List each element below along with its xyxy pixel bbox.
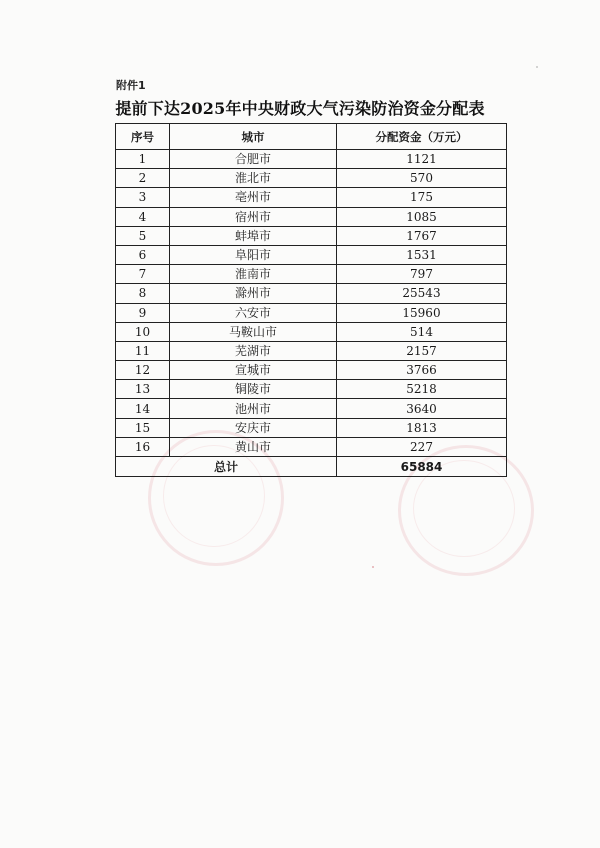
city-cell: 黄山市 [170,437,337,456]
total-amount: 65884 [337,457,507,477]
serial-no-cell: 7 [116,265,170,284]
city-cell: 宣城市 [170,361,337,380]
amount-cell: 25543 [337,284,507,303]
serial-no-cell: 4 [116,207,170,226]
city-cell: 马鞍山市 [170,322,337,341]
amount-cell: 15960 [337,303,507,322]
city-cell: 滁州市 [170,284,337,303]
amount-cell: 175 [337,188,507,207]
amount-cell: 1121 [337,150,507,169]
header-serial-no: 序号 [116,124,170,150]
ink-speck [372,566,374,568]
amount-cell: 1531 [337,245,507,264]
serial-no-cell: 16 [116,437,170,456]
amount-cell: 3766 [337,361,507,380]
city-cell: 池州市 [170,399,337,418]
city-cell: 铜陵市 [170,380,337,399]
table-row [116,188,507,207]
table-row [116,169,507,188]
serial-no-cell: 5 [116,226,170,245]
amount-cell: 1767 [337,226,507,245]
serial-no-cell: 13 [116,380,170,399]
amount-cell: 514 [337,322,507,341]
serial-no-cell: 3 [116,188,170,207]
serial-no-cell: 2 [116,169,170,188]
header-amount: 分配资金（万元） [337,124,507,150]
total-label: 总计 [116,457,337,477]
city-cell: 淮南市 [170,265,337,284]
serial-no-cell: 11 [116,341,170,360]
attachment-label: 附件1 [116,79,146,92]
city-cell: 阜阳市 [170,245,337,264]
serial-no-cell: 12 [116,361,170,380]
city-cell: 安庆市 [170,418,337,437]
serial-no-cell: 10 [116,322,170,341]
amount-cell: 1813 [337,418,507,437]
table-row [116,322,507,341]
document-title: 提前下达2025年中央财政大气污染防治资金分配表 [115,99,485,118]
city-cell: 宿州市 [170,207,337,226]
serial-no-cell: 1 [116,150,170,169]
amount-cell: 227 [337,437,507,456]
city-cell: 淮北市 [170,169,337,188]
table-row [116,226,507,245]
table-row [116,245,507,264]
header-city: 城市 [170,124,337,150]
ink-speck [536,66,538,68]
table-row [116,150,507,169]
table-row [116,399,507,418]
city-cell: 合肥市 [170,150,337,169]
city-cell: 六安市 [170,303,337,322]
table-row [116,284,507,303]
table-row [116,303,507,322]
table-body [116,150,507,457]
amount-cell: 3640 [337,399,507,418]
table-row [116,341,507,360]
table-row [116,207,507,226]
city-cell: 芜湖市 [170,341,337,360]
total-row [116,457,507,477]
amount-cell: 1085 [337,207,507,226]
allocation-table [115,123,507,477]
amount-cell: 5218 [337,380,507,399]
serial-no-cell: 14 [116,399,170,418]
serial-no-cell: 9 [116,303,170,322]
table-row [116,437,507,456]
table-row [116,265,507,284]
amount-cell: 570 [337,169,507,188]
serial-no-cell: 6 [116,245,170,264]
amount-cell: 797 [337,265,507,284]
city-cell: 蚌埠市 [170,226,337,245]
amount-cell: 2157 [337,341,507,360]
serial-no-cell: 15 [116,418,170,437]
table-header-row [116,124,507,150]
table-row [116,361,507,380]
city-cell: 亳州市 [170,188,337,207]
serial-no-cell: 8 [116,284,170,303]
table-row [116,418,507,437]
table-row [116,380,507,399]
